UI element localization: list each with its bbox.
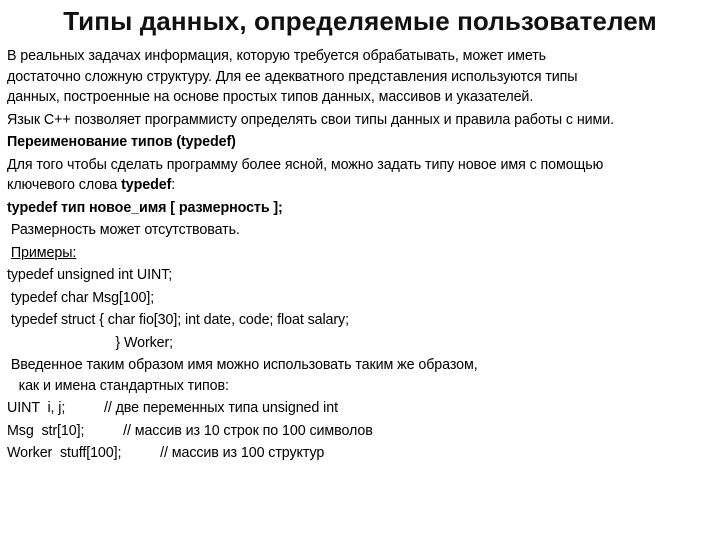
paragraph-line: Язык С++ позволяет программисту определять свои типы данных и правила работы с ними. — [7, 111, 615, 128]
syntax-line: typedef тип новое_имя [ размерность ]; — [7, 199, 283, 216]
paragraph-line: В реальных задачах информация, которую требуется обрабатывать, может иметь — [7, 48, 546, 64]
paragraph-line: достаточно сложную структуру. Для ее адекватного представления используются типы — [7, 68, 578, 85]
code-example: typedef char Msg[100]; — [7, 289, 155, 306]
code-line — [7, 421, 715, 442]
code-line — [7, 398, 715, 419]
code-line — [7, 443, 715, 464]
text-run: : — [171, 177, 176, 193]
paragraph-line: Введенное таким образом имя можно использовать таким же образом, — [7, 357, 478, 373]
paragraph-line: данных, построенные на основе простых типов данных, массивов и указателей. — [7, 89, 534, 105]
code-comment: // массив из 100 структур — [160, 445, 325, 461]
code-comment: // две переменных типа unsigned int — [103, 400, 338, 416]
slide-title: Типы данных, определяемые пользователем — [63, 6, 657, 36]
paragraph-line: Для того чтобы сделать программу более ясной, можно задать типу новое имя с помощью — [7, 156, 604, 173]
paragraph-line — [7, 175, 715, 196]
code-comment: // массив из 10 строк по 100 символов — [123, 422, 373, 439]
note-line: Размерность может отсутствовать. — [7, 222, 240, 238]
code-example: } Worker; — [7, 334, 174, 351]
slide-body — [7, 46, 715, 464]
code-text: Msg str[10]; — [7, 422, 85, 439]
code-text: UINT i, j; — [7, 400, 66, 416]
keyword-typedef: typedef — [121, 177, 172, 193]
section-heading: Переименование типов (typedef) — [7, 134, 236, 150]
examples-label — [7, 243, 715, 264]
code-text: Worker stuff[100]; — [7, 445, 122, 461]
code-example: typedef struct { char fio[30]; int date, code; float salary; — [7, 312, 349, 328]
text-run: ключевого слова — [7, 177, 122, 193]
code-example: typedef unsigned int UINT; — [7, 267, 173, 283]
paragraph-line: как и имена стандартных типов: — [7, 377, 229, 394]
examples-label-text: Примеры: — [10, 244, 77, 261]
